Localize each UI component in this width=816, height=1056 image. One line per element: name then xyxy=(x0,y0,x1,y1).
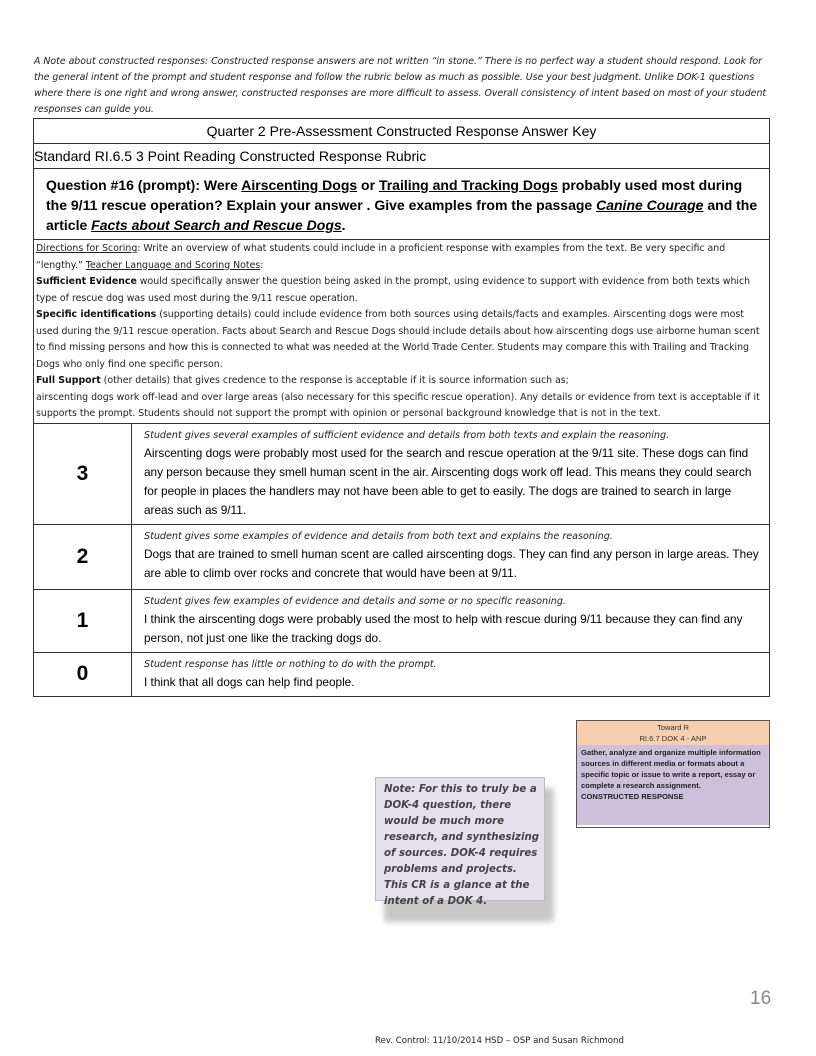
score-cell: 3 xyxy=(34,423,132,524)
canine-courage-title: Canine Courage xyxy=(596,197,704,213)
facts-article-title: Facts about Search and Rescue Dogs xyxy=(91,217,342,233)
table-row xyxy=(34,524,770,589)
revision-footer: Rev. Control: 11/10/2014 HSD – OSP and Susan Richmond xyxy=(375,1036,624,1046)
dok-box-header: Toward R RI.6.7 DOK 4 - ANP xyxy=(577,721,769,745)
score-cell: 0 xyxy=(34,652,132,696)
airscenting-dogs-title: Airscenting Dogs xyxy=(241,177,358,193)
table-row xyxy=(34,652,770,696)
table-row xyxy=(34,589,770,652)
response-cell: Student response has little or nothing to do with the prompt. I think that all dogs can help find people. xyxy=(132,652,770,696)
dok-note-box: Note: For this to truly be a DOK-4 question, there would be much more research, and synthesizing of sources. DOK-4 requires problems and projects. This CR is a glance at the intent of a DOK 4. xyxy=(375,777,545,901)
score-cell: 2 xyxy=(34,524,132,589)
question-prompt: Question #16 (prompt): Were Airscenting Dogs or Trailing and Tracking Dogs probably used most during the 9/11 rescue operation? Explain your answer . Give examples from the passage Canine Courage and the article Facts about Search and Rescue Dogs. xyxy=(34,169,770,240)
trailing-tracking-dogs-title: Trailing and Tracking Dogs xyxy=(378,177,558,193)
answer-key-table xyxy=(33,118,770,697)
response-cell: Student gives some examples of evidence and details from both text and explains the reasoning. Dogs that are trained to smell human scent are called airscenting dogs. They can find any person in large areas. They are able to climb over rocks and concrete that would have been at 9/11. xyxy=(132,524,770,589)
table-row xyxy=(34,423,770,524)
response-cell: Student gives several examples of sufficient evidence and details from both texts and explain the reasoning. Airscenting dogs were probably most used for the search and rescue operation at the 9/11 site. These dogs can find any person because they smell human scent in the air. Airscenting dogs work off lead. This means they could search for people in places the handlers may not have been able to get to easily. The dogs are trained to search in large areas such as 9/11. xyxy=(132,423,770,524)
intro-note: A Note about constructed responses: Constructed response answers are not written “in stone.” There is no perfect way a student should respond. Look for the general intent of the prompt and student response and follow the rubric below as much as possible. Use your best judgment. Unlike DOK-1 questions where there is one right and wrong answer, constructed responses are more difficult to assess. Overall consistency of intent based on most of your student responses can guide you. xyxy=(34,56,767,115)
scoring-directions: Directions for Scoring: Write an overview of what students could include in a proficient response with examples from the text. Be very specific and “lengthy.” Teacher Language and Scoring Notes: Sufficient Evidence would specifically answer the question being asked in the prompt, using evidence to support with evidence from both texts which type of rescue dog was used most during the 9/11 rescue operation. Specific identifications (supporting details) could include evidence from both sources using details/facts and examples. Airscenting dogs were most used during the 9/11 rescue operation. Facts about Search and Rescue Dogs should include details about how airscenting dogs use airborne human scent to find missing persons and how this is connected to what was needed at the World Trade Center. Students may compare this with Trailing and Tracking Dogs who only find one specific person. Full Support (other details) that gives credence to the response is acceptable if it is source information such as; airscenting dogs work off-lead and over large areas (also necessary for this specific rescue operation). Any details or evidence from text is acceptable if it supports the prompt. Students should not support the prompt with opinion or personal background knowledge that is not in the text. xyxy=(34,240,770,424)
dok-box-body: Gather, analyze and organize multiple information sources in different media or formats about a specific topic or issue to write a report, essay or complete a research assignment. CONSTRUCTED RESPONSE xyxy=(577,745,769,825)
response-cell: Student gives few examples of evidence and details and some or no specific reasoning. I think the airscenting dogs were probably used the most to help with rescue during 9/11 because they can find any person, not just one like the tracking dogs do. xyxy=(132,589,770,652)
standard-heading: Standard RI.6.5 3 Point Reading Constructed Response Rubric xyxy=(34,144,770,169)
dok-standard-box xyxy=(576,720,770,828)
page-number: 16 xyxy=(750,988,772,1009)
table-title: Quarter 2 Pre-Assessment Constructed Response Answer Key xyxy=(34,119,770,144)
score-cell: 1 xyxy=(34,589,132,652)
